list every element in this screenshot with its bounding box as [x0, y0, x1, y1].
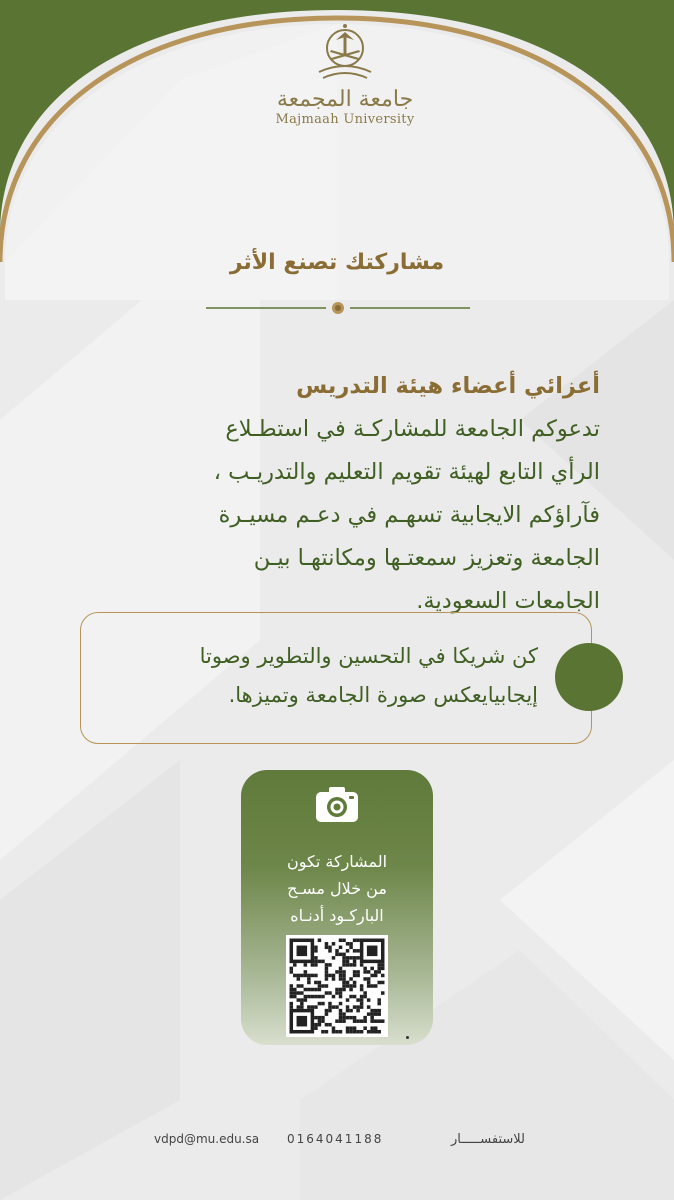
invitation-line: الرأي التابع لهيئة تقويم التعليم والتدريـب ،: [213, 459, 600, 485]
inquiry-label: للاستفســـــار: [451, 1132, 525, 1147]
ornament-divider: [206, 300, 470, 316]
qr-instructions: [245, 848, 429, 929]
qr-instruction-line: الباركـود أدنـاه: [290, 906, 384, 925]
university-logo: [250, 20, 440, 130]
palm-swords-emblem-icon: [305, 20, 385, 90]
university-name-arabic: جامعة المجمعة: [276, 87, 414, 112]
decorative-circle: [555, 643, 623, 711]
invitation-line: فآراؤكم الايجابية تسهـم في دعـم مسيـرة: [218, 502, 600, 528]
partner-line: إيجابيايعكس صورة الجامعة وتميزها.: [228, 683, 538, 707]
decorative-dot: [406, 1036, 409, 1039]
invitation-line: تدعوكم الجامعة للمشاركـة في استطـلاع: [225, 416, 600, 442]
camera-icon: [314, 784, 360, 824]
survey-qr-code[interactable]: [286, 935, 388, 1037]
university-name-english: Majmaah University: [275, 112, 415, 127]
qr-instruction-line: من خلال مسـح: [287, 879, 387, 898]
partner-callout-text: [92, 637, 538, 715]
invitation-message: [90, 365, 600, 623]
qr-code-pattern: [286, 935, 388, 1037]
campaign-slogan: مشاركتك تصنع الأثر: [229, 250, 445, 275]
invitation-line: الجامعة وتعزيز سمعتـها ومكانتهـا بيـن: [253, 545, 600, 571]
partner-line: كن شريكا في التحسين والتطوير وصوتا: [199, 644, 538, 668]
invitation-line: الجامعات السعودية.: [416, 588, 600, 614]
invitation-heading: أعزائي أعضاء هيئة التدريس: [296, 373, 600, 399]
contact-phone[interactable]: 0164041188: [287, 1132, 384, 1146]
qr-instruction-line: المشاركة تكون: [286, 852, 388, 871]
contact-email[interactable]: vdpd@mu.edu.sa: [154, 1132, 260, 1146]
